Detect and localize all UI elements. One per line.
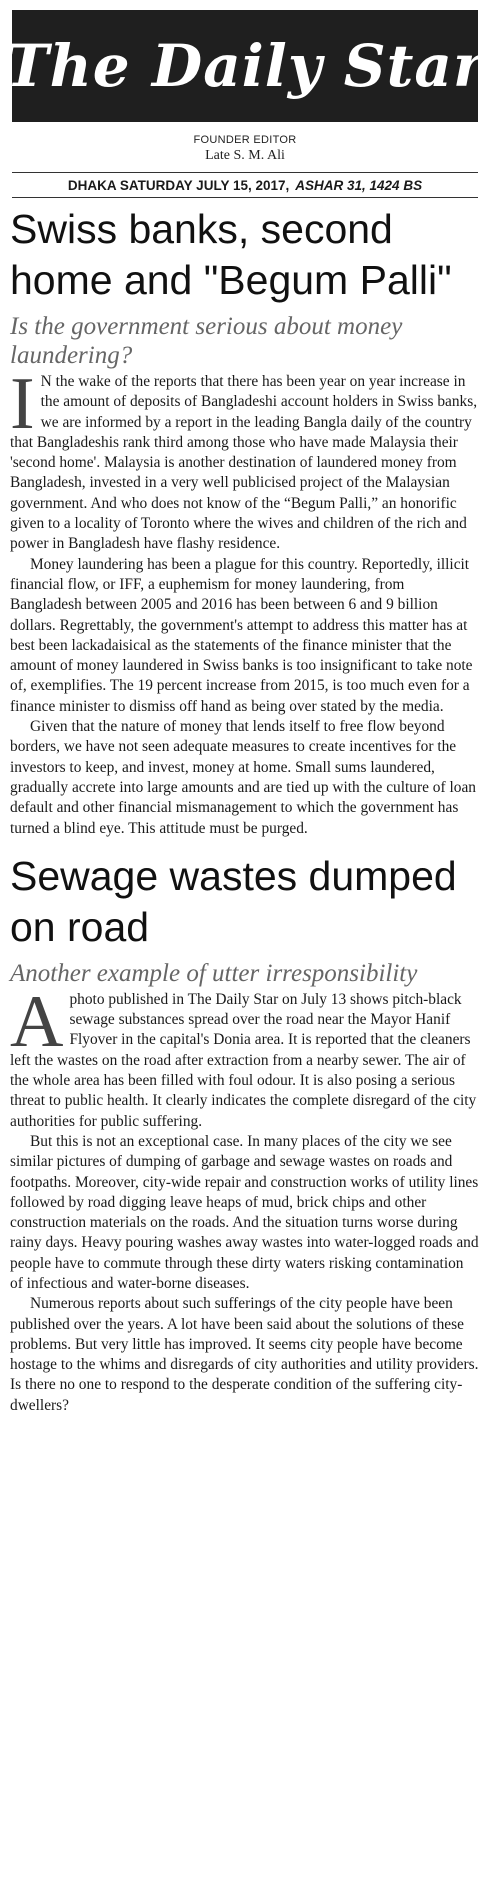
dateline-date: DHAKA SATURDAY JULY 15, 2017, <box>67 177 290 193</box>
founder-block <box>0 134 490 164</box>
article-paragraph: photo published in The Daily Star on July 13 shows pitch-black sewage substances spread over the road near the Mayor Hanif Flyover in the capital's Donia area. It is reported that the cleaners left the wastes on the road after extraction from a nearby sewer. The air of the whole area has been filled with foul odour. It is also posing a serious threat to public health. It clearly indicates the complete disregard of the city authorities for public suffering. <box>10 990 477 1130</box>
masthead <box>5 10 485 122</box>
article-body <box>10 980 480 1416</box>
article-subhead: Is the government serious about money laundering? <box>10 313 403 369</box>
article-headline: Sewage wastes dumped on road <box>10 852 457 950</box>
article-paragraph: But this is not an exceptional case. In many places of the city we see similar pictures of dumping of garbage and sewage wastes on roads and footpaths. Moreover, city-wide repair and construction works of utility lines followed by road digging leave heaps of mud, brick chips and other construction materials on the roads. And the situation turns worse during rainy days. Heavy pouring washes away wastes into water-logged roads and people have to commute through these dirty waters risking contamination of infectious and water-borne diseases. <box>10 1132 479 1292</box>
article-paragraph: N the wake of the reports that there has been year on year increase in the amount of deposits of Bangladeshi account holders in Swiss banks, we are informed by a report in the leading Bangla daily of the country that Bangladeshis rank third among those who have made Malaysia their 'second home'. Malaysia is another destination of laundered money from Bangladesh, invested in a very well publicised project of the Malaysian government. And who does not know of the “Begum Palli,” an honorific given to a locality of Toronto where the wives and children of the rich and power in Bangladesh have flashy residence. <box>10 373 478 553</box>
editorial-article <box>10 204 480 839</box>
founder-label: FOUNDER EDITOR <box>193 134 297 146</box>
article-subhead: Another example of utter irresponsibility <box>10 959 418 987</box>
article-paragraph: Money laundering has been a plague for this country. Reportedly, illicit financial flow, or IFF, a euphemism for money laundering, from Bangladesh between 2005 and 2016 has been between 6 and 9 billion dollars. Regrettably, the government's attempt to address this matter has at best been lackadaisical as the statements of the finance minister that the amount of money laundered in Swiss banks is too insignificant to take note of, exemplifies. The 19 percent increase from 2015, is too much even for a finance minister to dismiss off hand as being over stated by the media. <box>10 555 473 715</box>
article-headline: Swiss banks, second home and "Begum Palli" <box>10 206 452 303</box>
editorial-article <box>10 851 480 1416</box>
drop-cap: A <box>10 980 64 1063</box>
dateline <box>12 172 478 198</box>
article-paragraph: Numerous reports about such sufferings of the city people have been published over the years. A lot have been said about the solutions of these problems. But very little has improved. It seems city people have become hostage to the whims and disregards of city authorities and utility providers. Is there no one to respond to the desperate condition of the suffering city-dwellers? <box>10 1295 479 1414</box>
article-paragraph: Given that the nature of money that lends itself to free flow beyond borders, we have not seen adequate measures to create incentives for the investors to keep, and invest, money at home. Small sums laundered, gradually accrete into large amounts and are tied up with the culture of loan default and other financial mismanagement to which the government has turned a blind eye. This attitude must be purged. <box>10 718 476 837</box>
masthead-logo: The Daily Star <box>5 32 485 100</box>
founder-name: Late S. M. Ali <box>205 148 285 163</box>
article-body <box>10 363 480 839</box>
dateline-bangla-date: ASHAR 31, 1424 BS <box>295 177 423 193</box>
drop-cap: I <box>10 363 35 445</box>
